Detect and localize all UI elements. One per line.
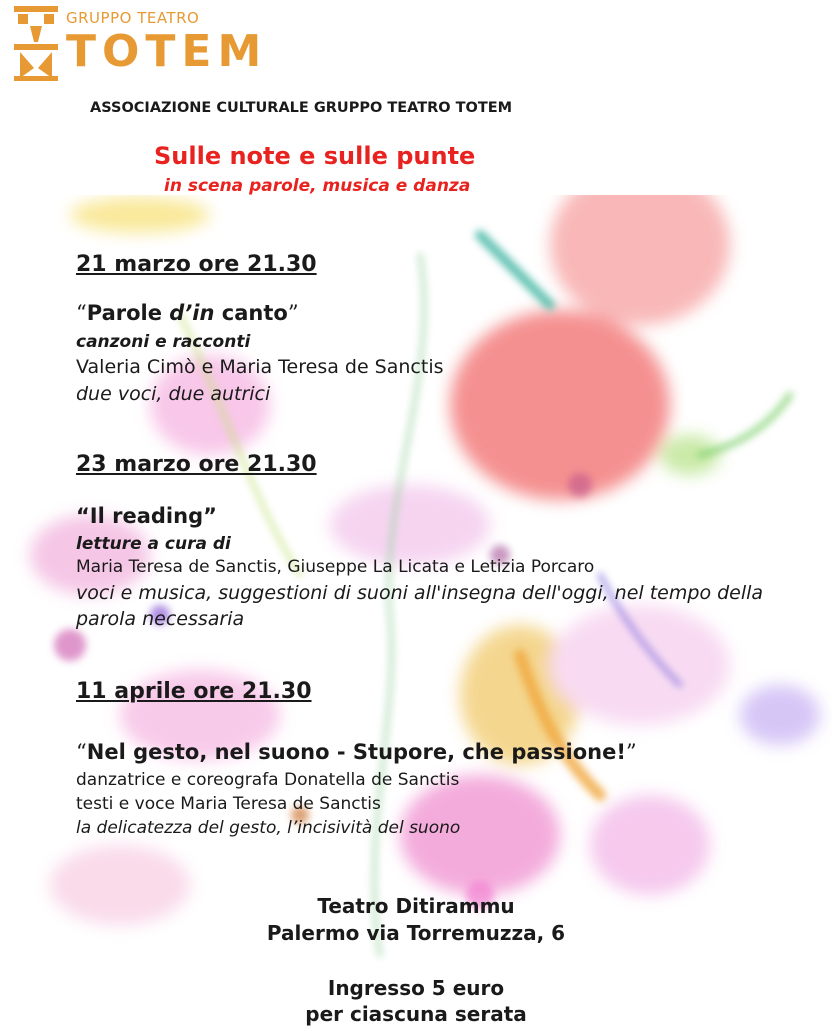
event-performers-1: Valeria Cimò e Maria Teresa de Sanctis bbox=[76, 356, 444, 378]
title-open-quote: “ bbox=[76, 740, 87, 764]
event-tagline-3: la delicatezza del gesto, l’incisività del suono bbox=[76, 818, 461, 838]
title-part: Parole bbox=[86, 301, 170, 325]
event-title-2: “Il reading” bbox=[76, 504, 217, 528]
venue-address: Palermo via Torremuzza, 6 bbox=[266, 921, 566, 945]
event-date-3: 11 aprile ore 21.30 bbox=[76, 679, 312, 704]
title-open-quote: “ bbox=[76, 301, 87, 325]
title-close-quote: ” bbox=[625, 740, 637, 764]
event-tagline-2: voci e musica, suggestioni di suoni all'insegna dell'oggi, nel tempo della parola necessaria bbox=[76, 582, 764, 630]
venue-name: Teatro Ditirammu bbox=[317, 894, 515, 918]
title-part: Nel gesto, nel suono - Stupore, che passione! bbox=[86, 740, 626, 764]
title-part-italic: d’in bbox=[169, 301, 215, 325]
event-date-1: 21 marzo ore 21.30 bbox=[76, 252, 317, 277]
association-heading: ASSOCIAZIONE CULTURALE GRUPPO TEATRO TOTEM bbox=[90, 100, 513, 116]
event-line-3b: testi e voce Maria Teresa de Sanctis bbox=[76, 794, 381, 814]
title-close-quote: ” bbox=[287, 301, 299, 325]
title-part: canto bbox=[214, 301, 288, 325]
event-tagline-1: due voci, due autrici bbox=[76, 383, 271, 405]
event-series-title: Sulle note e sulle punte bbox=[154, 142, 476, 170]
totem-figure-icon bbox=[10, 4, 62, 82]
logo-wordmark: TOTEM bbox=[66, 26, 268, 77]
event-type-2: letture a cura di bbox=[76, 534, 231, 554]
logo-subtitle: GRUPPO TEATRO bbox=[66, 9, 200, 27]
ticket-price: Ingresso 5 euro bbox=[327, 976, 505, 1000]
event-date-2: 23 marzo ore 21.30 bbox=[76, 452, 317, 477]
event-line-3a: danzatrice e coreografa Donatella de Sanctis bbox=[76, 770, 460, 790]
logo bbox=[10, 4, 268, 84]
event-type-1: canzoni e racconti bbox=[76, 332, 251, 352]
event-series-subtitle: in scena parole, musica e danza bbox=[164, 176, 471, 196]
event-performers-2: Maria Teresa de Sanctis, Giuseppe La Licata e Letizia Porcaro bbox=[76, 557, 595, 577]
event-title-1 bbox=[76, 301, 299, 325]
event-title-3 bbox=[76, 740, 637, 764]
ticket-note: per ciascuna serata bbox=[305, 1002, 527, 1026]
